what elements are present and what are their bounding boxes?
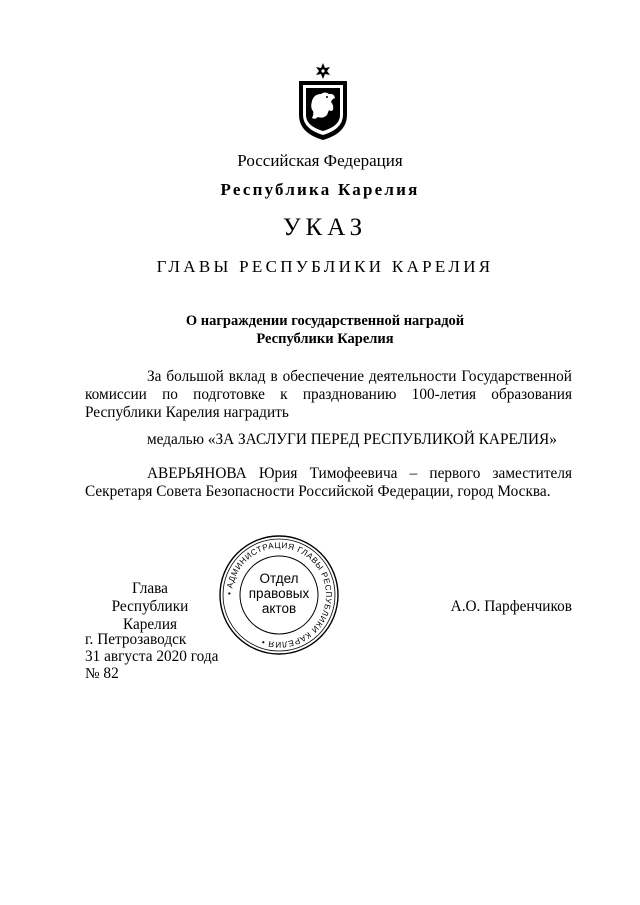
recipient-paragraph-text: АВЕРЬЯНОВА Юрия Тимофеевича – первого заместителя Секретаря Совета Безопасности Российской Федерации, город Москва. <box>85 465 572 500</box>
issue-date: 31 августа 2020 года <box>85 648 219 665</box>
stamp-line-1: Отдел <box>259 571 299 586</box>
official-stamp <box>218 534 340 656</box>
medal-line: медалью «ЗА ЗАСЛУГИ ПЕРЕД РЕСПУБЛИКОЙ КАРЕЛИЯ» <box>147 431 557 448</box>
issue-city: г. Петрозаводск <box>85 631 187 648</box>
document-type: УКАЗ <box>282 214 368 241</box>
award-paragraph-text: За большой вклад в обеспечение деятельности Государственной комиссии по подготовке к празднованию 100-летия образования Республики Карелия наградить <box>85 368 572 421</box>
signatory-title-line-1: Глава <box>132 580 168 597</box>
document-issuer: ГЛАВЫ РЕСПУБЛИКИ КАРЕЛИЯ <box>156 257 494 276</box>
stamp-line-3: актов <box>261 601 297 616</box>
award-paragraph <box>85 368 572 422</box>
stamp-ring-text-path: • АДМИНИСТРАЦИЯ ГЛАВЫ РЕСПУБЛИКИ КАРЕЛИЯ • <box>224 540 334 650</box>
country-name: Российская Федерация <box>237 151 403 170</box>
signatory-title-line-2: Республики Карелия <box>111 598 189 633</box>
coat-of-arms-icon <box>296 63 350 141</box>
subject-line-2: Республики Карелия <box>256 331 394 347</box>
place-date-number <box>85 631 218 682</box>
signatory-name: А.О. Парфенчиков <box>450 598 572 615</box>
stamp-line-2: правовых <box>248 586 310 601</box>
document-subject <box>120 312 530 348</box>
republic-name: Республика Карелия <box>220 180 420 199</box>
signatory-title <box>85 580 215 634</box>
subject-line-1: О награждении государственной наградой <box>185 313 465 329</box>
recipient-paragraph <box>85 465 572 501</box>
document-number: № 82 <box>85 665 119 682</box>
